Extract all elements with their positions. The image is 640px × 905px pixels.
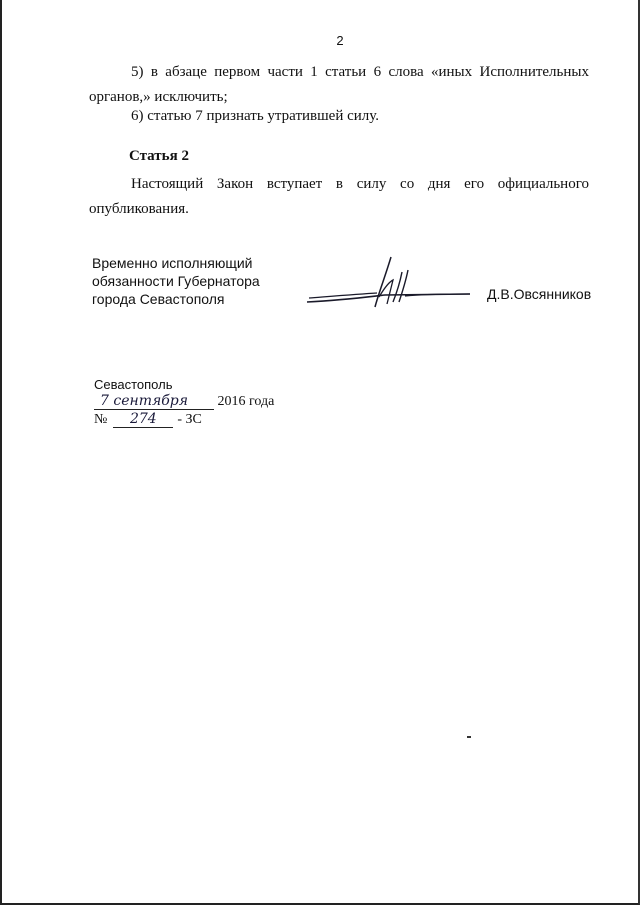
article-2-line-1: Настоящий Закон вступает в силу со дня его официального [131,176,589,192]
signatory-name: Д.В.Овсянников [487,286,592,302]
article-2-text [89,172,589,222]
item-6: 6) статью 7 признать утратившей силу. [131,108,380,124]
number-suffix: - ЗС [177,412,202,427]
handwritten-signature [305,252,475,312]
item-5 [89,60,589,110]
item-5-line-2: органов,» исключить; [89,89,228,105]
page-number: 2 [336,33,344,48]
law-number [94,411,202,428]
signatory-line-2: обязанности Губернатора [92,273,260,289]
scan-speck [467,736,471,738]
date-year: 2016 года [217,394,275,409]
item-5-line-1: 5) в абзаце первом части 1 статьи 6 слова «иных Исполнительных [131,64,589,80]
article-2-line-2: опубликования. [89,201,189,217]
date-handwritten: 7 сентября [94,393,214,410]
number-prefix: № [94,412,108,427]
signatory-line-1: Временно исполняющий [92,255,253,271]
place-of-signing: Севастополь [94,377,173,392]
article-2-heading: Статья 2 [129,148,189,164]
signatory-line-3: города Севастополя [92,291,225,307]
number-handwritten: 274 [113,411,173,428]
signatory-title [92,254,260,308]
signing-date [94,393,274,410]
